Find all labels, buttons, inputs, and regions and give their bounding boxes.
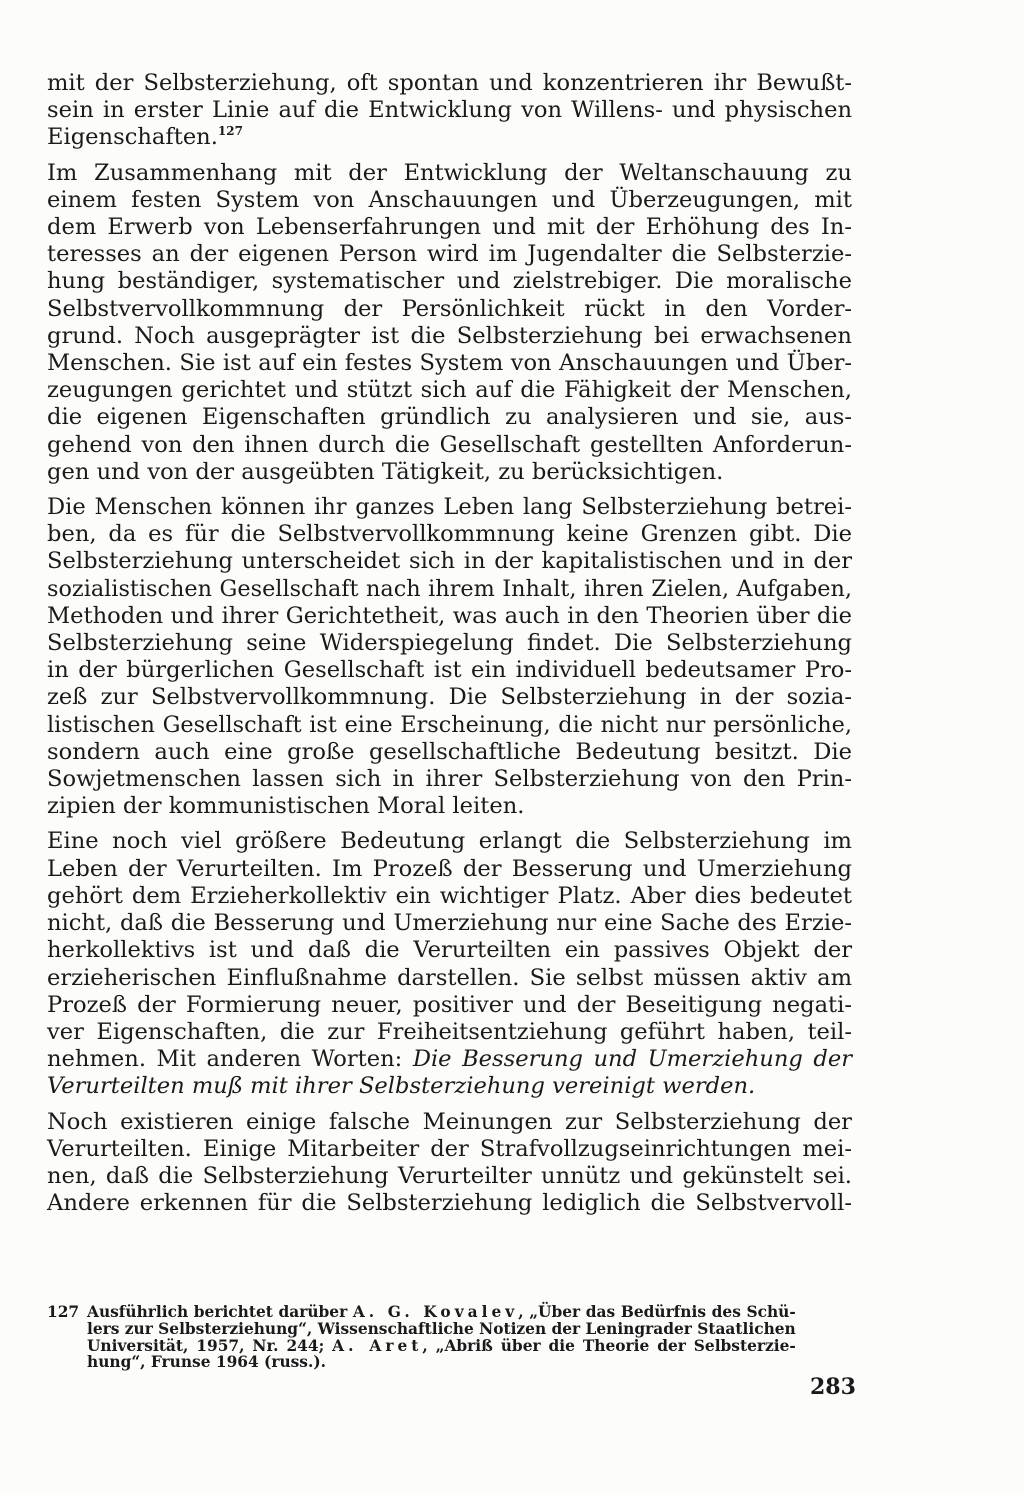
footnote-reference: 127 [217, 124, 243, 139]
text-line: die eigenen Eigenschaften gründlich zu analysieren und sie, aus- [47, 404, 852, 431]
text-line: sozialistischen Gesellschaft nach ihrem Inhalt, ihren Zielen, Aufgaben, [47, 575, 852, 602]
text-line: Selbsterziehung unterscheidet sich in der kapitalistischen und in der [47, 548, 852, 575]
text-line: erzieherischen Einflußnahme darstellen. Sie selbst müssen aktiv am [47, 964, 852, 991]
text-line: Eine noch viel größere Bedeutung erlangt die Selbsterziehung im [47, 828, 852, 855]
paragraph-4 [47, 828, 852, 1100]
text-line: Im Zusammenhang mit der Entwicklung der Weltanschauung zu [47, 159, 852, 186]
text-line [47, 1073, 852, 1100]
text-line: Prozeß der Formierung neuer, positiver und der Beseitigung negati- [47, 991, 852, 1018]
text-line: mit der Selbsterziehung, oft spontan und konzentrieren ihr Bewußt- [47, 70, 852, 96]
emphasized-text: Die Besserung und Umerziehung der [412, 1046, 852, 1073]
text-line: Verurteilten. Einige Mitarbeiter der Strafvollzugseinrichtungen mei- [47, 1135, 852, 1162]
paragraph-1 [47, 70, 852, 152]
text-line: zeß zur Selbstvervollkommnung. Die Selbsterziehung in der sozia- [47, 684, 852, 711]
text-fragment: Eigenschaften. [47, 124, 218, 151]
text-line: hung beständiger, systematischer und zielstrebiger. Die moralische [47, 268, 852, 295]
text-line: zipien der kommunistischen Moral leiten. [47, 793, 525, 820]
text-line: einem festen System von Anschauungen und Überzeugungen, mit [47, 186, 852, 213]
text-line: Methoden und ihrer Gerichtetheit, was auch in den Theorien über die [47, 602, 852, 629]
text-fragment: , „Über das Bedürfnis des Schü- [518, 1303, 796, 1321]
emphasized-text: Verurteilten muß mit ihrer Selbsterziehung vereinigt werden. [47, 1073, 756, 1100]
text-line: nicht, daß die Besserung und Umerziehung nur eine Sache des Erzie- [47, 910, 852, 937]
footnote [47, 1304, 852, 1371]
text-line: ben, da es für die Selbstvervollkommnung keine Grenzen gibt. Die [47, 521, 852, 548]
text-fragment: Ausführlich berichtet darüber [87, 1303, 353, 1321]
text-line: Sowjetmenschen lassen sich in ihrer Selbsterziehung von den Prin- [47, 766, 852, 793]
text-line: in der bürgerlichen Gesellschaft ist ein individuell bedeutsamer Pro- [47, 657, 852, 684]
author-name: A. Aret [332, 1336, 423, 1355]
text-line: gen und von der ausgeübten Tätigkeit, zu berücksichtigen. [47, 458, 724, 485]
text-line: sein in erster Linie auf die Entwicklung von Willens- und physischen [47, 97, 852, 124]
text-line: Leben der Verurteilten. Im Prozeß der Besserung und Umerziehung [47, 855, 852, 882]
footnote-line: hung“, Frunse 1964 (russ.). [87, 1353, 326, 1372]
text-line [47, 1046, 852, 1073]
paragraph-5 [47, 1109, 852, 1218]
text-line: dem Erwerb von Lebenserfahrungen und mit der Erhöhung des In- [47, 214, 852, 241]
text-line: teresses an der eigenen Person wird im Jugendalter die Selbsterzie- [47, 241, 852, 268]
text-line: gehört dem Erzieherkollektiv ein wichtiger Platz. Aber dies bedeutet [47, 882, 852, 909]
footnote-line [87, 1338, 796, 1355]
text-line: gehend von den ihnen durch die Gesellschaft gestellten Anforderun- [47, 431, 852, 458]
text-line: Selbsterziehung seine Widerspiegelung findet. Die Selbsterziehung [47, 630, 852, 657]
text-line: Die Menschen können ihr ganzes Leben lang Selbsterziehung betrei- [47, 494, 852, 521]
text-line: Selbstvervollkommnung der Persönlichkeit rückt in den Vorder- [47, 295, 852, 322]
page-number: 283 [810, 1374, 856, 1400]
text-line: listischen Gesellschaft ist eine Erscheinung, die nicht nur persönliche, [47, 711, 852, 738]
paragraph-3 [47, 494, 852, 820]
footnote-line [87, 1304, 796, 1321]
text-line: grund. Noch ausgeprägter ist die Selbsterziehung bei erwachsenen [47, 322, 852, 349]
text-line: sondern auch eine große gesellschaftliche Bedeutung besitzt. Die [47, 738, 852, 765]
text-fragment: , „Abriß über die Theorie der Selbsterzie- [422, 1336, 796, 1355]
text-fragment: Universität, 1957, Nr. 244; [87, 1336, 333, 1355]
text-line: Andere erkennen für die Selbsterziehung lediglich die Selbstvervoll- [47, 1190, 852, 1217]
footnote-text [87, 1304, 796, 1371]
text-line: Noch existieren einige falsche Meinungen zur Selbsterziehung der [47, 1108, 852, 1135]
footnote-number: 127 [47, 1303, 80, 1321]
text-line: zeugungen gerichtet und stützt sich auf die Fähigkeit der Menschen, [47, 377, 852, 404]
text-line: ver Eigenschaften, die zur Freiheitsentziehung geführt haben, teil- [47, 1018, 852, 1045]
text-line [47, 124, 852, 151]
author-name: A. G. Kovalev [352, 1303, 519, 1321]
body-text [47, 70, 852, 1225]
footnote-line: lers zur Selbsterziehung“, Wissenschaftliche Notizen der Leningrader Staatlichen [87, 1319, 796, 1338]
text-line: Menschen. Sie ist auf ein festes System von Anschauungen und Über- [47, 350, 852, 377]
text-line: nen, daß die Selbsterziehung Verurteilter unnütz und gekünstelt sei. [47, 1162, 852, 1189]
paragraph-2 [47, 160, 852, 486]
text-line: herkollektivs ist und daß die Verurteilten ein passives Objekt der [47, 937, 852, 964]
text-fragment: nehmen. Mit anderen Worten: [47, 1046, 413, 1073]
